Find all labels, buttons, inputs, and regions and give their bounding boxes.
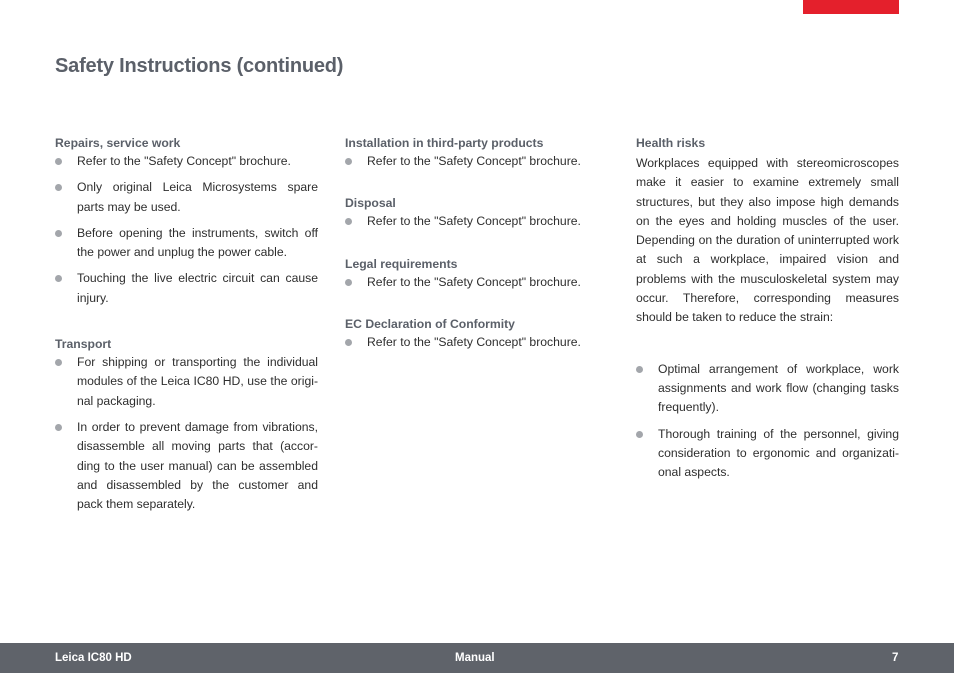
bullet-icon: [55, 184, 62, 191]
section-title-transport: Transport: [55, 337, 112, 352]
section-health-risks: [636, 135, 899, 482]
health-risks-paragraph: Workplaces equipped with stereomicroscopes make it easier to examine extremely small structures, but they also impose high demands on the eyes and holding muscles of the user. Depending on the duration of uninterrupted work at such a workplace, impaired vision and problems with the musculoskeletal system may occur. Therefore, corresponding measures should be taken to reduce the strain:: [636, 156, 899, 325]
list-item: [345, 152, 608, 171]
list-item-text: For shipping or transporting the individual modules of the Leica IC80 HD, use the origi-nal packaging.: [77, 355, 318, 408]
bullet-list-disposal: [345, 212, 608, 231]
section-transport: [55, 336, 318, 514]
list-item-text: Refer to the "Safety Concept" brochure.: [77, 154, 291, 168]
list-item-text: Thorough training of the personnel, giving consideration to ergonomic and organizati-onal aspects.: [658, 426, 899, 480]
bullet-icon: [55, 230, 62, 237]
section-disposal: [345, 195, 608, 231]
column-right: [636, 135, 899, 482]
spacer: [345, 171, 608, 195]
bullet-list-installation: [345, 152, 608, 171]
bullet-icon: [345, 279, 352, 286]
list-item: [55, 178, 318, 217]
list-item-text: Touching the live electric circuit can cause injury.: [77, 271, 318, 305]
footer-page-number: 7: [892, 652, 899, 664]
spacer: [345, 292, 608, 316]
list-item: [55, 418, 318, 514]
list-item-text: Refer to the "Safety Concept" brochure.: [367, 334, 581, 349]
section-title-repairs: Repairs, service work: [55, 136, 181, 150]
bullet-icon: [345, 218, 352, 225]
list-item-text: In order to prevent damage from vibrations, disassemble all moving parts that (accor-ding to the user manual) can be assembled and disassembled by the customer and pack them separately.: [77, 419, 318, 512]
list-item: [55, 152, 318, 171]
list-item: [636, 360, 899, 418]
column-middle: [345, 135, 608, 352]
list-item-text: Only original Leica Microsystems spare parts may be used.: [77, 180, 318, 214]
list-item-text: Refer to the "Safety Concept" brochure.: [367, 274, 581, 289]
list-item: [345, 273, 608, 292]
list-item: [55, 269, 318, 308]
section-title-disposal: Disposal: [345, 196, 396, 211]
page-title: Safety Instructions (continued): [55, 55, 344, 77]
bullet-list-repairs: [55, 152, 318, 308]
section-installation: [345, 135, 608, 171]
list-item-text: Refer to the "Safety Concept" brochure.: [367, 154, 581, 168]
bullet-icon: [55, 158, 62, 165]
bullet-icon: [55, 424, 62, 431]
bullet-list-health-risks: [636, 360, 899, 483]
list-item-text: Refer to the "Safety Concept" brochure.: [367, 214, 581, 229]
list-item: [55, 353, 318, 411]
section-legal: [345, 256, 608, 292]
section-ec-declaration: [345, 316, 608, 352]
list-item-text: Optimal arrangement of workplace, work assignments and work flow (changing tasks frequently).: [658, 361, 899, 415]
bullet-icon: [636, 431, 643, 438]
spacer: [345, 232, 608, 256]
bullet-icon: [55, 275, 62, 282]
section-title-ec-declaration: EC Declaration of Conformity: [345, 316, 515, 331]
bullet-icon: [55, 359, 62, 366]
list-item: [55, 224, 318, 263]
list-item: [345, 333, 608, 352]
list-item-text: Before opening the instruments, switch off the power and unplug the power cable.: [77, 225, 318, 260]
bullet-icon: [345, 339, 352, 346]
section-title-health-risks: Health risks: [636, 136, 706, 150]
bullet-icon: [345, 158, 352, 165]
column-left: [55, 135, 318, 514]
footer-product-name: Leica IC80 HD: [55, 652, 132, 664]
brand-accent-bar: [803, 0, 899, 14]
section-title-installation: Installation in third-party products: [345, 136, 544, 150]
section-repairs: [55, 135, 318, 308]
section-title-legal: Legal requirements: [345, 256, 458, 271]
bullet-icon: [636, 366, 643, 373]
spacer: [55, 308, 318, 336]
list-item: [345, 212, 608, 231]
page-footer: [0, 643, 954, 673]
footer-document-type: Manual: [455, 652, 495, 664]
list-item: [636, 425, 899, 483]
bullet-list-ec-declaration: [345, 333, 608, 352]
bullet-list-transport: [55, 353, 318, 514]
bullet-list-legal: [345, 273, 608, 292]
